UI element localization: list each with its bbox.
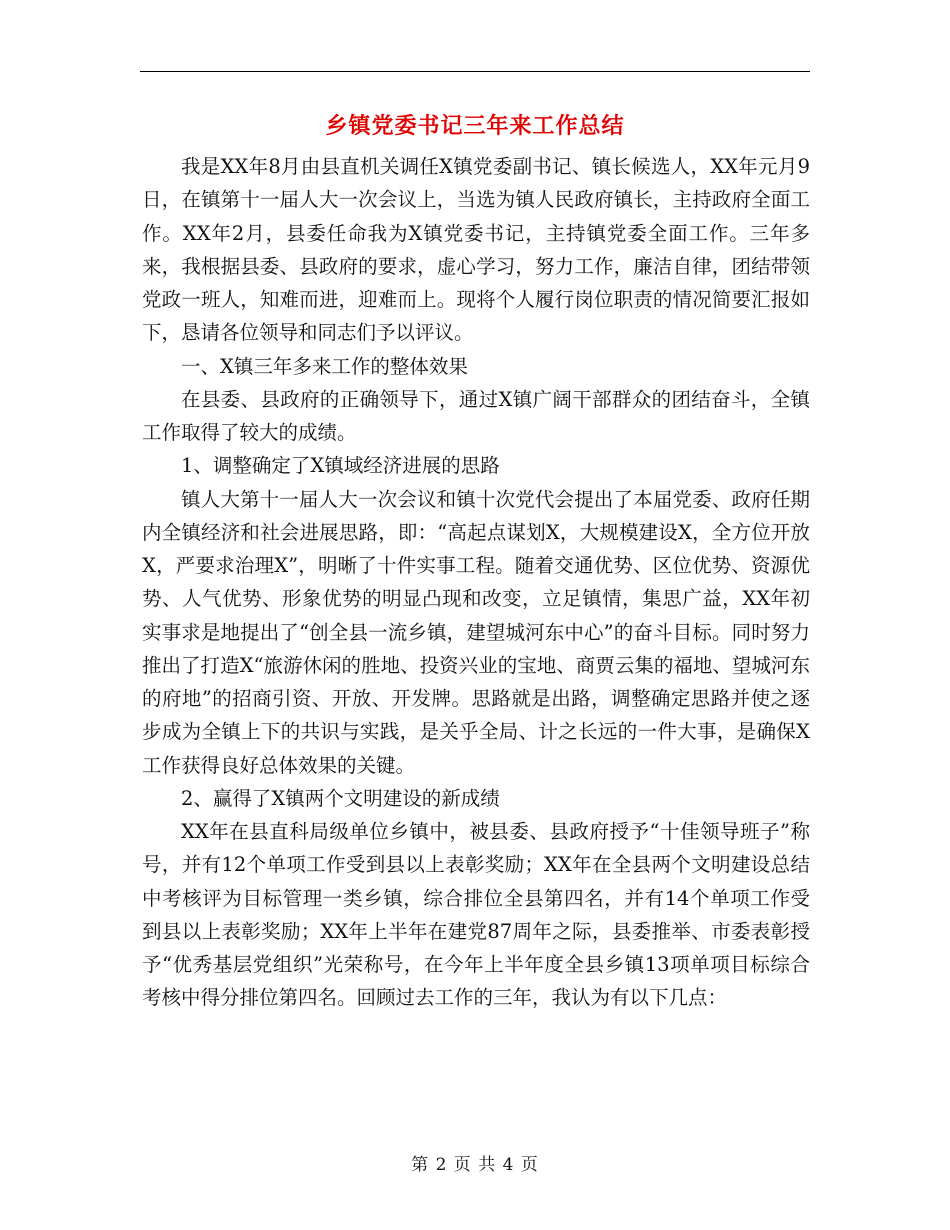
subsection-heading-new-achievements: 2、赢得了X镇两个文明建设的新成绩 [181,786,500,810]
page-number-footer: 第 2 页 共 4 页 [411,1155,539,1175]
section-heading-overall-effect: 一、X镇三年多来工作的整体效果 [181,354,468,378]
subsection-heading-development-ideas: 1、调整确定了X镇域经济进展的思路 [181,454,500,478]
intro-paragraph: 我是XX年8月由县直机关调任X镇党委副书记、镇长候选人，XX年元月9日，在镇第十一届人大一次会议上，当选为镇人民政府镇长，主持政府全面工作。XX年2月，县委任命我为X镇党委书记，主持镇党委全面工作。三年多来，我根据县委、县政府的要求，虚心学习，努力工作，廉洁自律，团结带领党政一班人，知难而进，迎难而上。现将个人履行岗位职责的情况简要汇报如下，恳请各位领导和同志们予以评议。 [142,155,810,345]
document-body [142,150,810,1015]
body-paragraph: 镇人大第十一届人大一次会议和镇十次党代会提出了本届党委、政府任期内全镇经济和社会进展思路，即：“高起点谋划X，大规模建设X，全方位开放X，严要求治理X”，明晰了十件实事工程。随着交通优势、区位优势、资源优势、人气优势、形象优势的明显凸现和改变，立足镇情，集思广益，XX年初实事求是地提出了“创全县一流乡镇，建望城河东中心”的奋斗目标。同时努力推出了打造X“旅游休闲的胜地、投资兴业的宝地、商贾云集的福地、望城河东的府地”的招商引资、开放、开发牌。思路就是出路，调整确定思路并使之逐步成为全镇上下的共识与实践，是关乎全局、计之长远的一件大事，是确保X工作获得良好总体效果的关键。 [142,487,810,777]
body-paragraph: XX年在县直科局级单位乡镇中，被县委、县政府授予“十佳领导班子”称号，并有12个单项工作受到县以上表彰奖励；XX年在全县两个文明建设总结中考核评为目标管理一类乡镇，综合排位全县第四名，并有14个单项工作受到县以上表彰奖励；XX年上半年在建党87周年之际，县委推举、市委表彰授予“优秀基层党组织”光荣称号，在今年上半年度全县乡镇13项单项目标综合考核中得分排位第四名。回顾过去工作的三年，我认为有以下几点： [142,820,810,1010]
document-title: 乡镇党委书记三年来工作总结 [325,113,625,139]
body-paragraph: 在县委、县政府的正确领导下，通过X镇广阔干部群众的团结奋斗，全镇工作取得了较大的成绩。 [142,387,810,444]
header-rule [140,71,810,72]
